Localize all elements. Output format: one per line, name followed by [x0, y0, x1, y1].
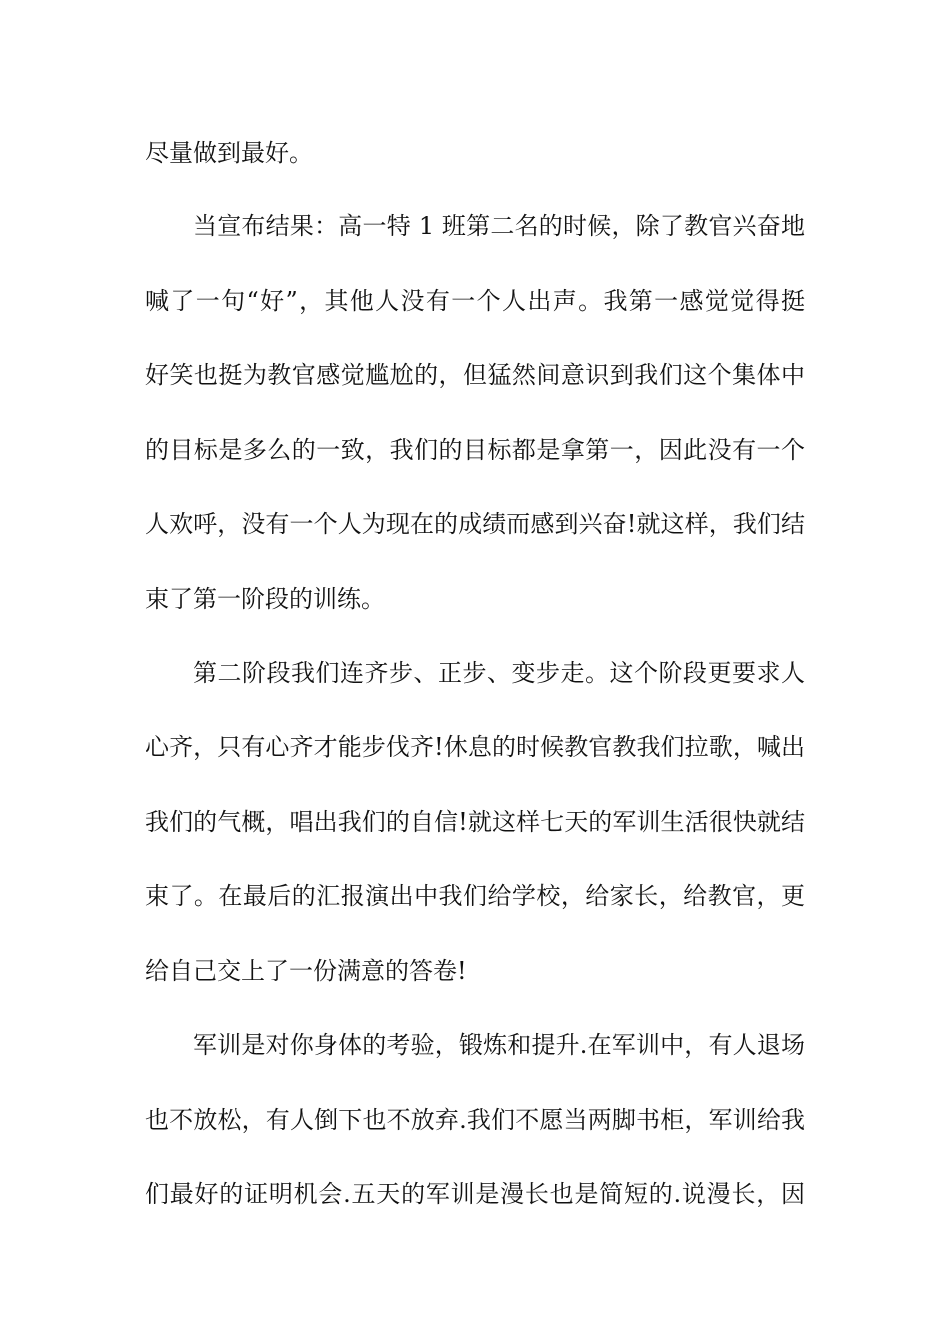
text-line: 束了。在最后的汇报演出中我们给学校，给家长，给教官，更 — [145, 882, 805, 910]
text-line: 心齐，只有心齐才能步伐齐!休息的时候教官教我们拉歌，喊出 — [145, 733, 805, 761]
paragraph-first-line: 军训是对你身体的考验，锻炼和提升.在军训中，有人退场 — [193, 1031, 805, 1059]
paragraph-first-line: 当宣布结果：高一特 1 班第二名的时候，除了教官兴奋地 — [193, 212, 805, 240]
text-line: 尽量做到最好。 — [145, 139, 313, 167]
text-line: 的目标是多么的一致，我们的目标都是拿第一，因此没有一个 — [145, 436, 805, 464]
text-line: 人欢呼，没有一个人为现在的成绩而感到兴奋!就这样，我们结 — [145, 510, 805, 538]
paragraph-first-line: 第二阶段我们连齐步、正步、变步走。这个阶段更要求人 — [193, 659, 805, 687]
text-line: 们最好的证明机会.五天的军训是漫长也是简短的.说漫长，因 — [145, 1180, 805, 1208]
text-line: 好笑也挺为教官感觉尴尬的，但猛然间意识到我们这个集体中 — [145, 361, 805, 389]
text-line: 我们的气概，唱出我们的自信!就这样七天的军训生活很快就结 — [145, 808, 805, 836]
text-line: 喊了一句“好”，其他人没有一个人出声。我第一感觉觉得挺 — [145, 287, 805, 315]
text-line: 给自己交上了一份满意的答卷! — [145, 957, 467, 985]
text-line: 束了第一阶段的训练。 — [145, 585, 385, 613]
text-line: 也不放松，有人倒下也不放弃.我们不愿当两脚书柜，军训给我 — [145, 1106, 805, 1134]
